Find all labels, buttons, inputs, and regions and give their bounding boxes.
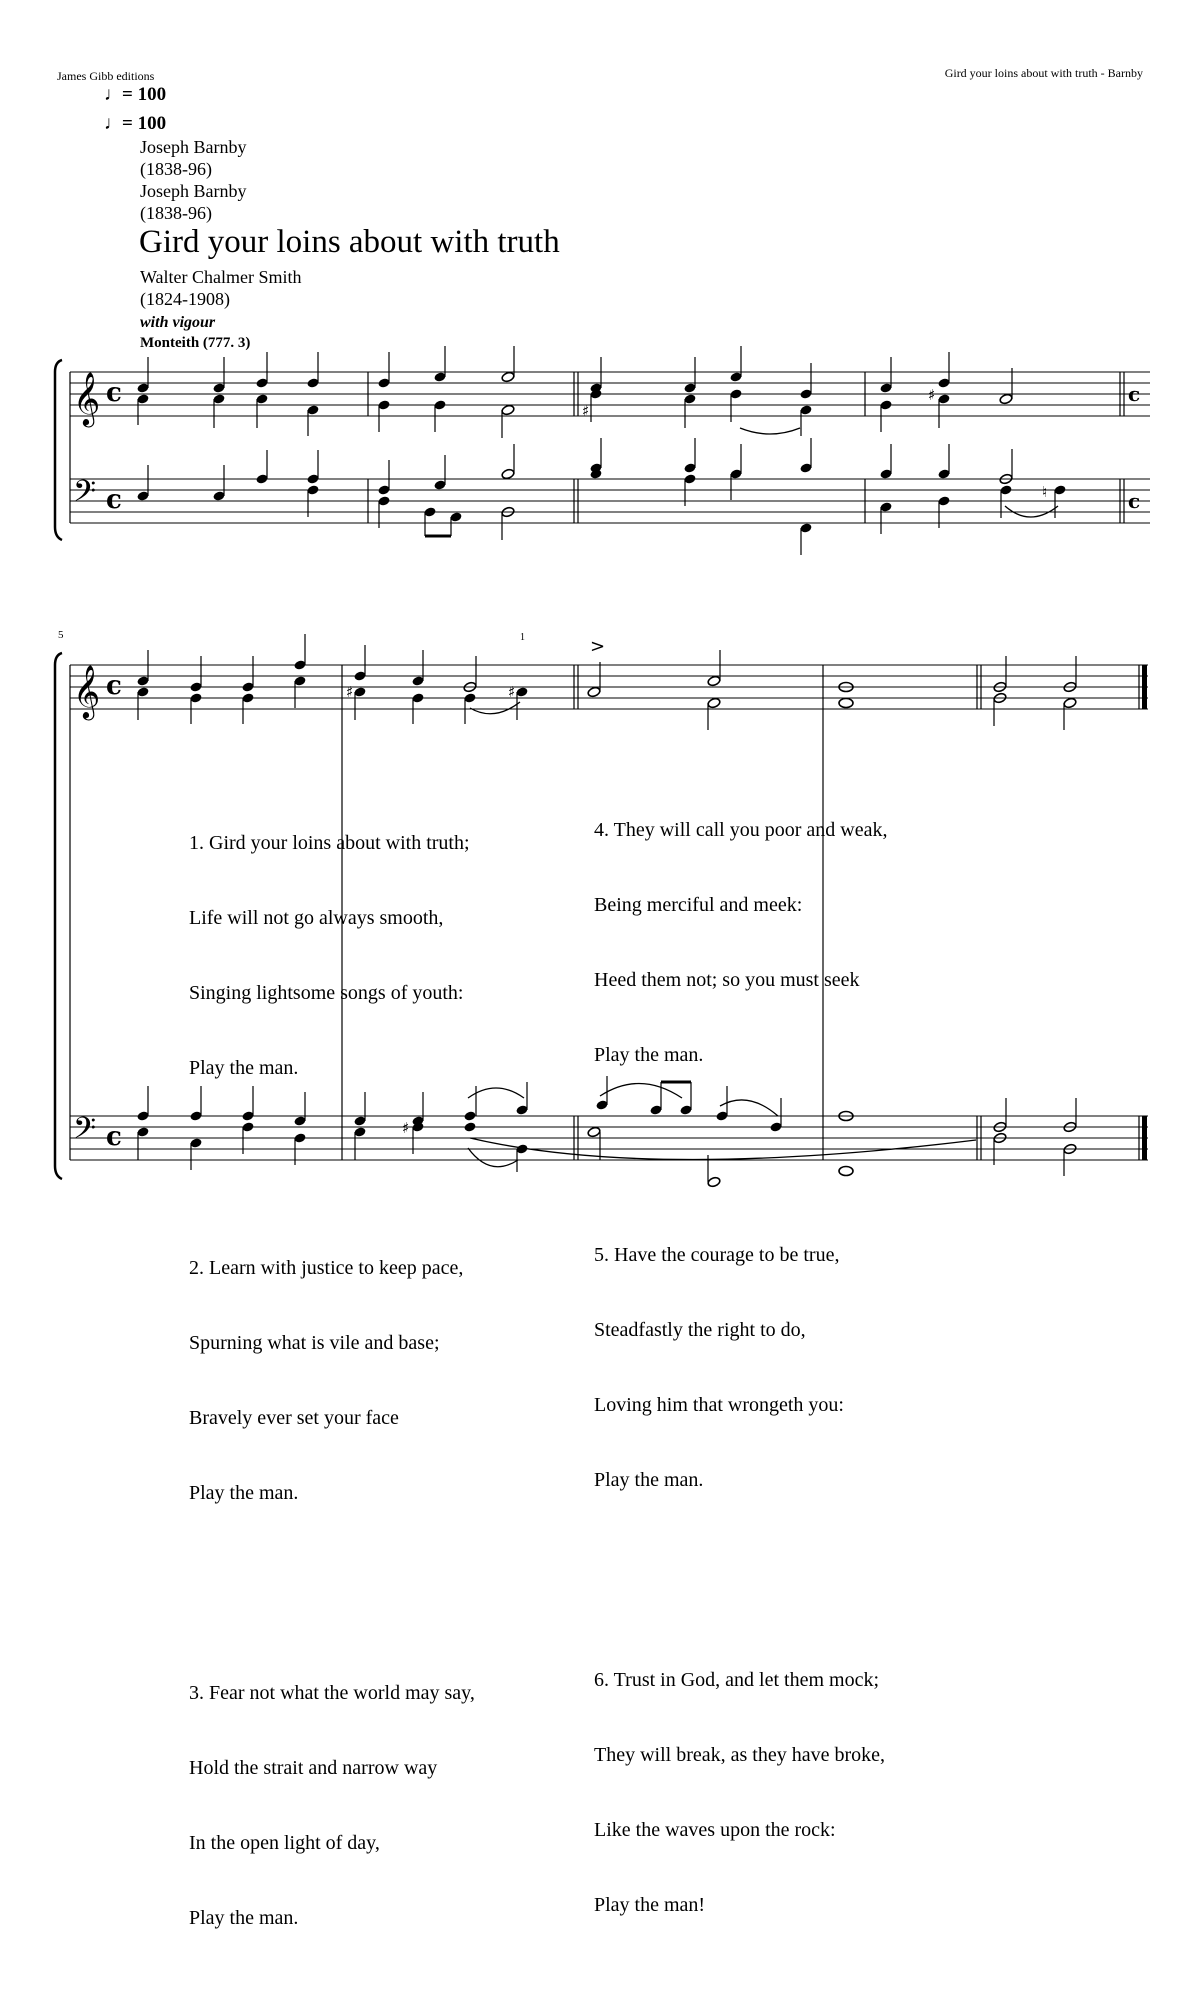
treble-staff-lines-system1 [70, 372, 1150, 416]
verse-line: Heed them not; so you must seek [594, 969, 860, 991]
sharp-icon: ♯ [928, 386, 936, 404]
treble-clef-icon: 𝄞 [73, 664, 101, 718]
tie [740, 428, 800, 434]
time-signature: c [106, 1122, 122, 1152]
verse-line: 3. Fear not what the world may say, [189, 1682, 475, 1704]
accent-icon: > [590, 636, 606, 657]
verse-line: 1. Gird your loins about with truth; [189, 832, 470, 854]
verse-line: Play the man. [189, 1057, 299, 1079]
final-barline [1142, 665, 1147, 709]
sharp-icon: ♯ [346, 683, 354, 701]
verses-left-column [189, 731, 475, 2006]
verse-6 [594, 1618, 887, 1968]
verses-right-column [594, 718, 887, 1993]
verse-5 [594, 1193, 887, 1543]
verse-line: Play the man. [189, 1907, 299, 1929]
verse-4 [594, 768, 887, 1118]
bass-clef-icon: 𝄢 [73, 1112, 97, 1153]
composer-name: Joseph Barnby [140, 181, 247, 201]
final-barline [1142, 1116, 1147, 1160]
verse-line: Being merciful and meek: [594, 894, 803, 916]
verse-line: 6. Trust in God, and let them mock; [594, 1669, 879, 1691]
tune-name: Monteith (777. 3) [140, 335, 251, 351]
half-notes-treble-system2 [463, 675, 1077, 709]
time-signature: c [1128, 382, 1141, 406]
quarter-note-icon: ♩ [104, 84, 123, 105]
verse-line: Steadfastly the right to do, [594, 1319, 806, 1341]
verse-line: 5. Have the courage to be true, [594, 1244, 840, 1266]
verse-line: Play the man. [189, 1482, 299, 1504]
verse-line: Play the man. [594, 1044, 704, 1066]
tempo-marking-2: ♩= 100 [104, 113, 167, 134]
verse-2 [189, 1206, 475, 1556]
sharp-icon: ♯ [402, 1119, 410, 1137]
expression-marking: with vigour [140, 314, 216, 331]
running-title: Gird your loins about with truth - Barnby [944, 66, 1143, 80]
volta-number: 1 [520, 632, 525, 643]
stems-bass-system1 [148, 438, 1055, 555]
verse-line: In the open light of day, [189, 1832, 380, 1854]
verse-line: Loving him that wrongeth you: [594, 1394, 844, 1416]
verse-line: Play the man! [594, 1894, 706, 1916]
verse-line: Life will not go always smooth, [189, 907, 444, 929]
natural-icon: ♮ [1042, 483, 1048, 501]
publisher-label: James Gibb editions [57, 69, 155, 83]
verse-line: Like the waves upon the rock: [594, 1819, 836, 1841]
tie [470, 702, 520, 714]
time-signature: c [106, 378, 122, 408]
system-bracket [55, 360, 62, 1179]
verse-line: They will break, as they have broke, [594, 1744, 886, 1766]
verse-line: Spurning what is vile and base; [189, 1332, 440, 1354]
verse-line: Play the man. [594, 1469, 704, 1491]
verse-line: Singing lightsome songs of youth: [189, 982, 464, 1004]
lyricist-dates: (1824-1908) [140, 289, 230, 309]
composer-name: Joseph Barnby [140, 137, 247, 157]
tempo-marking-1: ♩= 100 [104, 84, 167, 105]
treble-staff-lines-system2 [70, 665, 1148, 709]
treble-clef-icon: 𝄞 [73, 371, 101, 425]
sharp-icon: ♯ [508, 683, 516, 701]
time-signature: c [106, 485, 122, 515]
stems-treble-system2 [138, 634, 1076, 730]
verse-line: 4. They will call you poor and weak, [594, 819, 888, 841]
time-signature: c [1128, 489, 1141, 513]
bass-staff-lines-system1 [70, 479, 1150, 523]
lyricist-name: Walter Chalmer Smith [140, 267, 302, 287]
time-signature: c [106, 671, 122, 701]
stems-treble-system1 [138, 346, 1012, 438]
verse-1 [189, 781, 475, 1131]
verse-line: Bravely ever set your face [189, 1407, 399, 1429]
measure-number: 5 [58, 629, 64, 641]
noteheads-treble-system2 [136, 659, 528, 703]
verse-3 [189, 1631, 475, 1981]
verse-line: Hold the strait and narrow way [189, 1757, 438, 1779]
quarter-note-icon: ♩ [104, 113, 123, 134]
verse-line: 2. Learn with justice to keep pace, [189, 1257, 464, 1279]
bass-clef-icon: 𝄢 [73, 475, 97, 516]
sharp-icon: ♯ [582, 402, 590, 420]
hymn-title: Gird your loins about with truth [139, 224, 560, 260]
composer-dates: (1838-96) [140, 159, 212, 179]
composer-dates: (1838-96) [140, 203, 212, 223]
